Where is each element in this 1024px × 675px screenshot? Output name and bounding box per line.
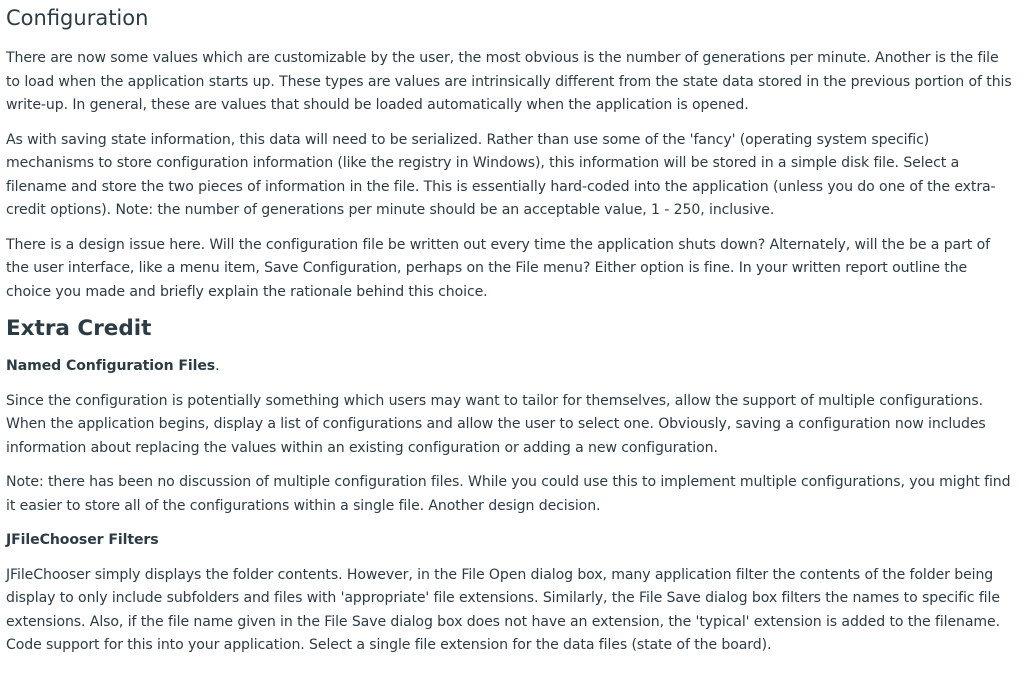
filechooser-subheading: JFileChooser Filters (6, 532, 159, 548)
configuration-heading: Configuration (6, 6, 149, 30)
extra-credit-heading: Extra Credit (6, 316, 152, 341)
named-config-subheading (6, 355, 1012, 379)
named-config-paragraph-2: Note: there has been no discussion of multiple configuration files. While you could use this to implement multiple configurations, you might find it easier to store all of the configurations within a single file. Another design decision. (6, 474, 1011, 514)
configuration-paragraph-1: There are now some values which are customizable by the user, the most obvious is the number of generations per minute. Another is the file to load when the application starts up. These types are values are intrinsically different from the state data stored in the previous portion of this write-up. In general, these are values that should be loaded automatically when the application is opened. (6, 50, 1012, 113)
filechooser-paragraph-1: JFileChooser simply displays the folder contents. However, in the File Open dialog box, many application filter the contents of the folder being display to only include subfolders and files with 'appropriate' file extensions. Similarly, the File Save dialog box filters the names to specific file extensions. Also, if the file name given in the File Save dialog box does not have an extension, the 'typical' extension is added to the filename. Code support for this into your application. Select a single file extension for the data files (state of the board). (6, 566, 1001, 653)
configuration-paragraph-3: There is a design issue here. Will the configuration file be written out every time the application shuts down? Alternately, will the be a part of the user interface, like a menu item, Save Configuration, perhaps on the File menu? Either option is fine. In your written report outline the choice you made and briefly explain the rationale behind this choice. (6, 236, 990, 300)
named-config-title-suffix: . (215, 358, 220, 374)
configuration-paragraph-2: As with saving state information, this data will need to be serialized. Rather than use some of the 'fancy' (operating system specific) mechanisms to store configuration information (like the registry in Windows), this information will be stored in a simple disk file. Select a filename and store the two pieces of information in the file. This is essentially hard-coded into the application (unless you do one of the extra-credit options). Note: the number of generations per minute should be an acceptable value, 1 - 250, inclusive. (6, 131, 996, 218)
named-config-title: Named Configuration Files (6, 358, 216, 374)
named-config-paragraph-1: Since the configuration is potentially something which users may want to tailor for themselves, allow the support of multiple configurations. When the application begins, display a list of configurations and allow the user to select one. Obviously, saving a configuration now includes information about replacing the values within an existing configuration or adding a new configuration. (6, 392, 986, 456)
